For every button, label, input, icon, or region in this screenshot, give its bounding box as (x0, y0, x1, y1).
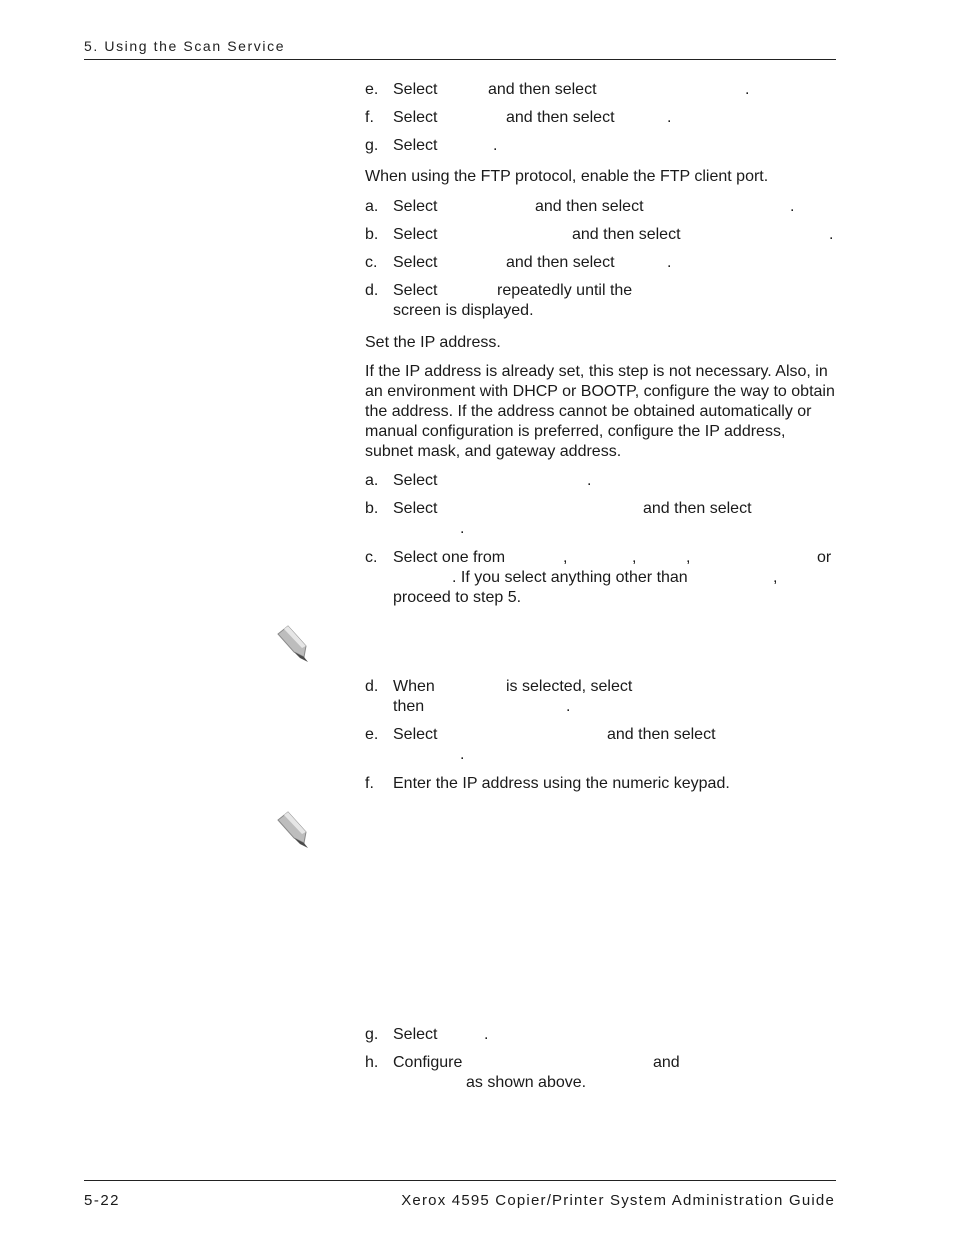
step-text: and then select (607, 726, 716, 743)
step-marker: c. (365, 549, 378, 566)
step-text: Select one from (393, 549, 506, 566)
step-text: , (632, 549, 637, 566)
step-text: Select (393, 282, 438, 299)
step-text: and then select (535, 198, 644, 215)
step-marker: f. (365, 109, 374, 126)
step-marker: a. (365, 472, 379, 489)
step-text: Select (393, 198, 438, 215)
step-marker: b. (365, 226, 379, 243)
footer-title: Xerox 4595 Copier/Printer System Administration Guide (401, 1192, 835, 1209)
step-text: Select (393, 137, 438, 154)
step-marker: a. (365, 198, 379, 215)
step-marker: f. (365, 775, 374, 792)
step-text: Select (393, 1026, 438, 1043)
step-marker: g. (365, 137, 379, 154)
step-text: . (745, 81, 750, 98)
step-marker: c. (365, 254, 378, 271)
header-rule (84, 59, 836, 60)
step-text: and then select (488, 81, 597, 98)
step-text: Enter the IP address using the numeric keypad. (393, 775, 730, 792)
step-text: Select (393, 500, 438, 517)
step-text: is selected, select (506, 678, 633, 695)
step-text: Select (393, 726, 438, 743)
running-header: 5. Using the Scan Service (84, 38, 286, 54)
step-text: as shown above. (466, 1074, 587, 1091)
step-text: and then select (572, 226, 681, 243)
step-text: . If you select anything other than (452, 569, 688, 586)
step-text: Select (393, 472, 438, 489)
ip-heading: Set the IP address. (365, 334, 501, 351)
step-text: , (686, 549, 691, 566)
step-text: then (393, 698, 425, 715)
step-text: and then select (643, 500, 752, 517)
step-text: . (829, 226, 834, 243)
page-number: 5-22 (84, 1192, 121, 1209)
step-text: Select (393, 81, 438, 98)
step-text: . (493, 137, 498, 154)
note-pencil-icon (274, 624, 310, 664)
step-text: or (817, 549, 832, 566)
step-marker: d. (365, 282, 379, 299)
step-text: screen is displayed. (393, 302, 534, 319)
step-text: and then select (506, 109, 615, 126)
step-text: Select (393, 254, 438, 271)
step-text: When (393, 678, 435, 695)
step-text: , (563, 549, 568, 566)
step-text: Configure (393, 1054, 463, 1071)
step-marker: g. (365, 1026, 379, 1043)
footer-rule (84, 1180, 836, 1181)
step-text: . (790, 198, 795, 215)
step-text: repeatedly until the (497, 282, 633, 299)
step-text: . (460, 746, 465, 763)
step-marker: d. (365, 678, 379, 695)
step-text: Select (393, 226, 438, 243)
ip-paragraph: If the IP address is already set, this step is not necessary. Also, in an environment with DHCP or BOOTP, configure the way to obtain the address. If the address cannot be obtained automatically or manual configuration is preferred, configure the IP address, subnet mask, and gateway address. (365, 363, 835, 460)
ftp-intro: When using the FTP protocol, enable the FTP client port. (365, 168, 769, 185)
note-pencil-icon (274, 810, 310, 850)
step-text: , (773, 569, 778, 586)
step-text: . (566, 698, 571, 715)
step-marker: h. (365, 1054, 379, 1071)
step-text: proceed to step 5. (393, 589, 522, 606)
step-text: . (484, 1026, 489, 1043)
step-text: Select (393, 109, 438, 126)
step-marker: e. (365, 81, 379, 98)
step-text: . (587, 472, 592, 489)
step-marker: e. (365, 726, 379, 743)
step-text: and then select (506, 254, 615, 271)
step-text: . (460, 520, 465, 537)
step-text: . (667, 254, 672, 271)
step-text: . (667, 109, 672, 126)
step-text: and (653, 1054, 680, 1071)
step-marker: b. (365, 500, 379, 517)
